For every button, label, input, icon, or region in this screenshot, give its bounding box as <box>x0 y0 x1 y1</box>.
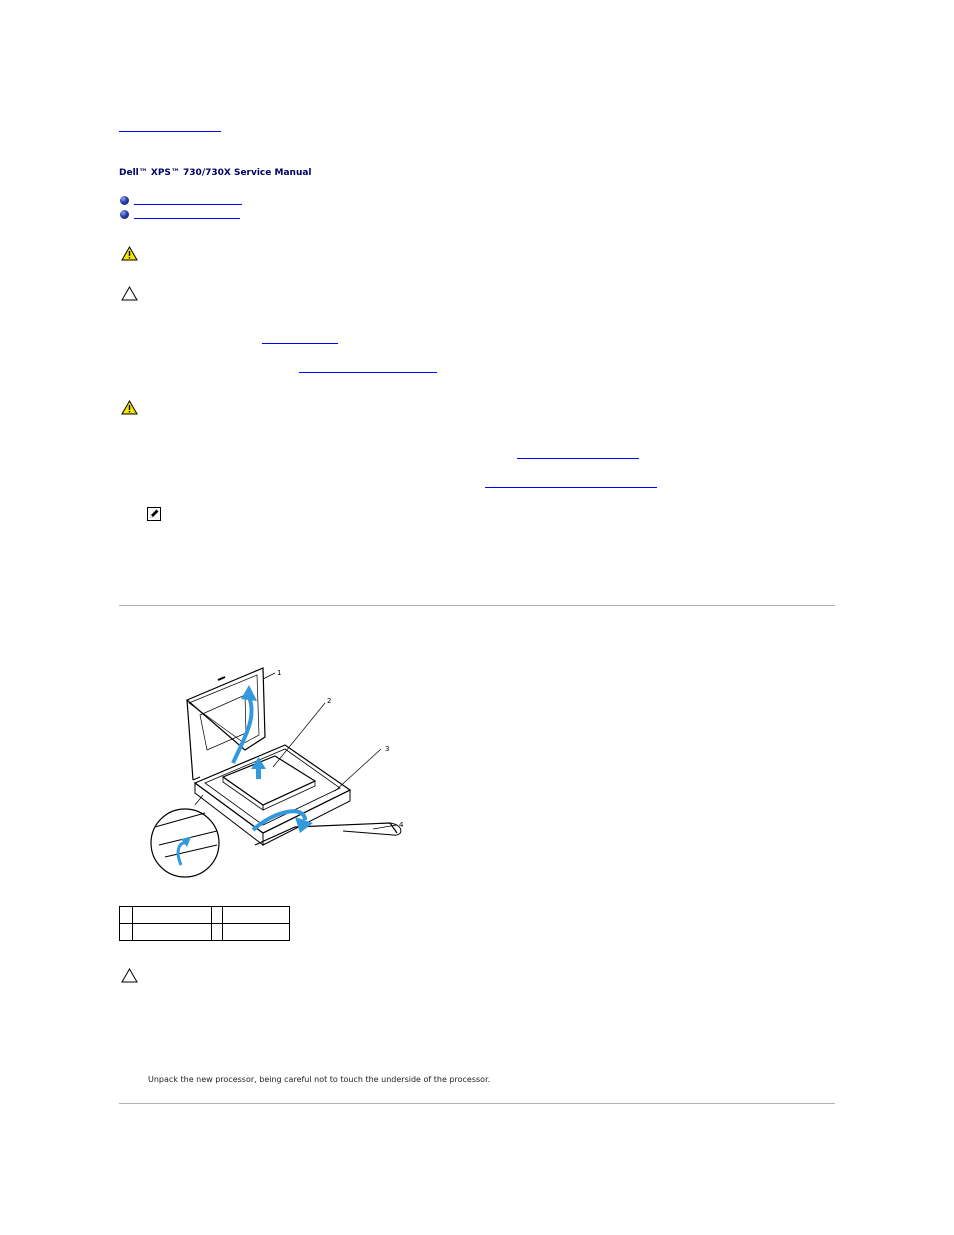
processor-socket-figure <box>145 655 410 893</box>
legend-cell <box>223 924 290 941</box>
warning-triangle-icon <box>121 400 138 415</box>
step-unpack-processor: Unpack the new processor, being careful not to touch the underside of the processor. <box>148 1075 491 1084</box>
warning-triangle-icon <box>121 246 138 261</box>
callout-3: 3 <box>385 745 390 753</box>
step-link-removing-fan-assembly[interactable] <box>517 457 639 459</box>
step-link-before-you-begin[interactable] <box>262 342 338 344</box>
legend-cell <box>212 924 223 941</box>
legend-cell <box>133 924 212 941</box>
section-divider <box>119 1103 835 1104</box>
bullet-icon <box>120 196 129 205</box>
manual-title: Dell™ XPS™ 730/730X Service Manual <box>119 168 312 178</box>
caution-triangle-icon <box>121 968 138 983</box>
callout-1: 1 <box>277 669 282 677</box>
legend-cell <box>120 907 133 924</box>
section-link-removing-processor[interactable] <box>134 203 242 205</box>
legend-cell <box>212 907 223 924</box>
section-divider <box>119 605 835 606</box>
step-link-removing-heat-sink[interactable] <box>485 486 657 488</box>
table-row <box>120 924 290 941</box>
caution-triangle-icon <box>121 286 138 301</box>
note-pencil-icon <box>147 507 161 521</box>
back-to-contents-link[interactable] <box>119 130 221 132</box>
legend-cell <box>223 907 290 924</box>
bullet-icon <box>120 210 129 219</box>
callout-2: 2 <box>327 697 332 705</box>
callout-4: 4 <box>399 821 404 829</box>
legend-cell <box>120 924 133 941</box>
table-row <box>120 907 290 924</box>
figure-legend-table <box>119 906 290 941</box>
legend-cell <box>133 907 212 924</box>
section-link-installing-processor[interactable] <box>134 217 240 219</box>
step-link-removing-computer-cover[interactable] <box>299 371 437 373</box>
